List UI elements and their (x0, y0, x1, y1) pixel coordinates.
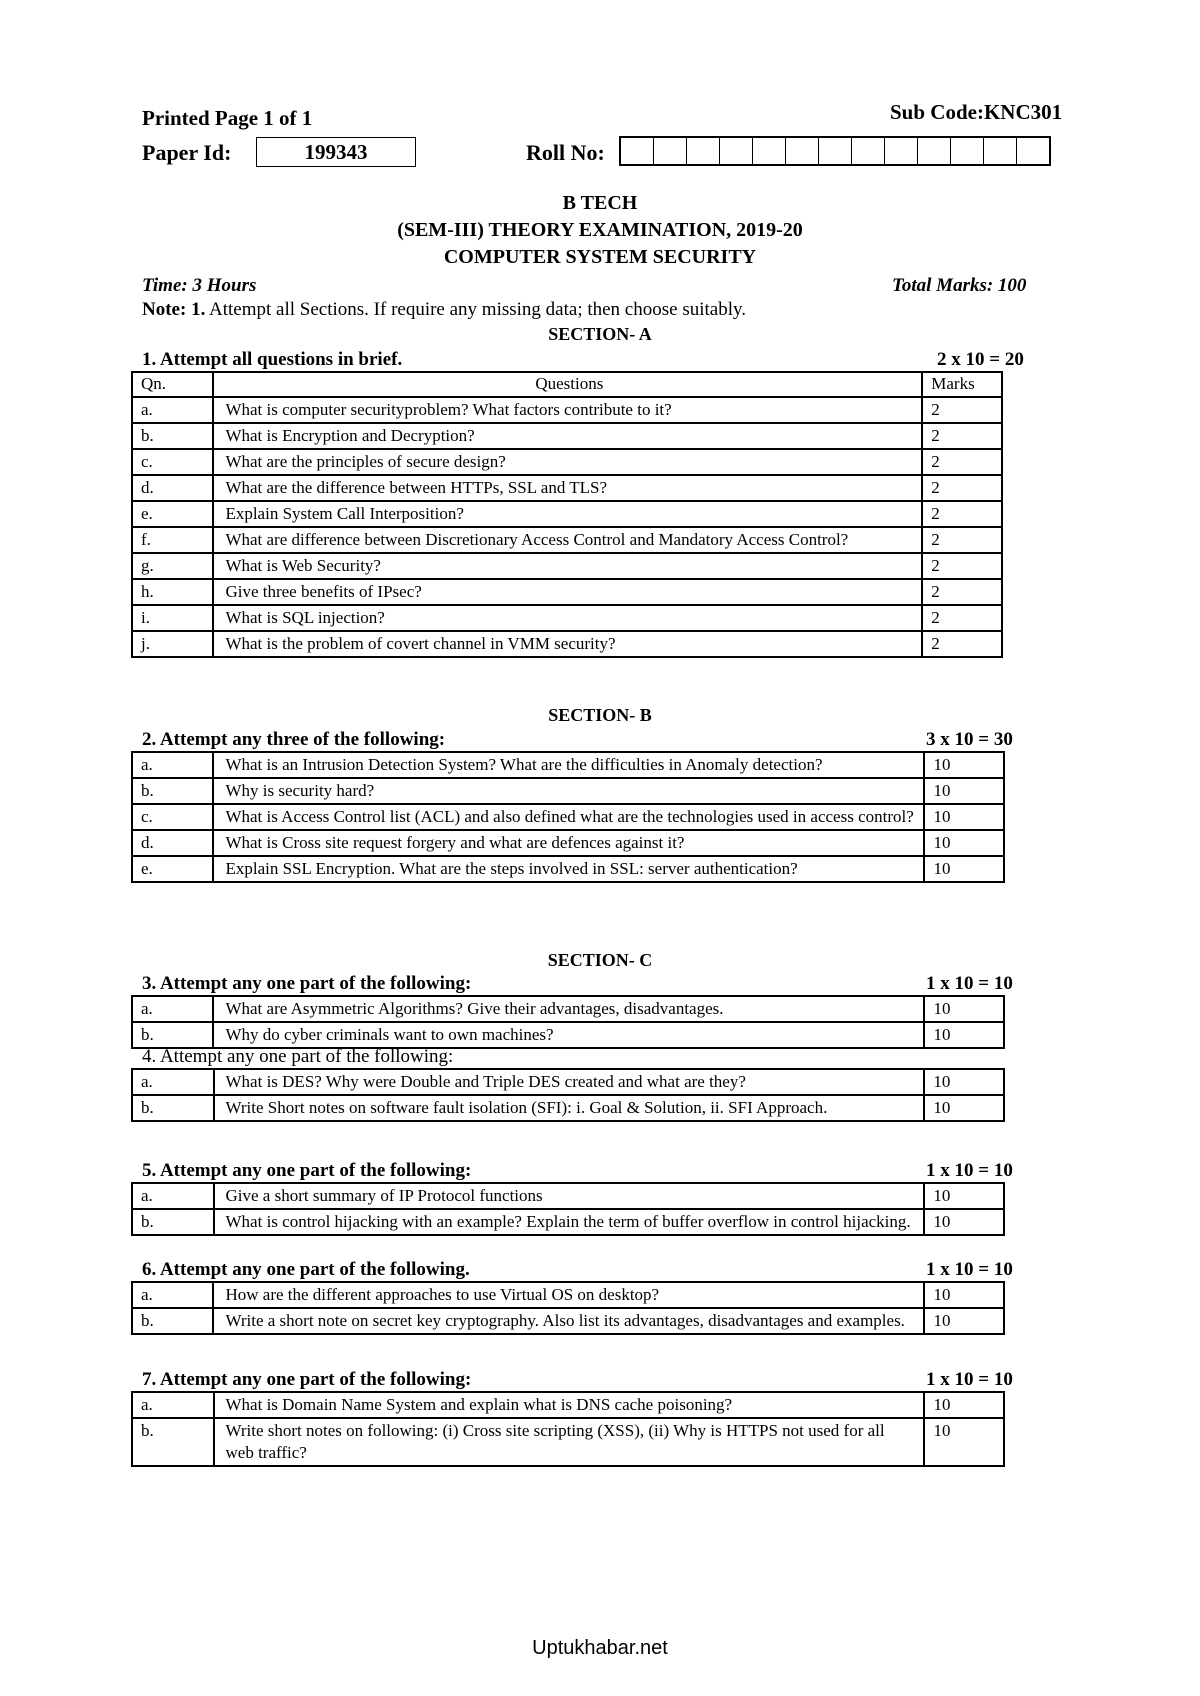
question-number: j. (132, 631, 213, 657)
section-b-instruction: 2. Attempt any three of the following: (142, 729, 446, 750)
question-marks: 10 (924, 1022, 1004, 1048)
q7-instruction: 7. Attempt any one part of the following: (142, 1369, 472, 1390)
question-row (132, 1209, 1004, 1235)
question-marks: 10 (924, 778, 1004, 804)
question-text: Write short notes on following: (i) Cross site scripting (XSS), (ii) Why is HTTPS not used for all web traffic? (214, 1418, 925, 1466)
q4-rows (132, 1069, 1004, 1121)
total-marks: Total Marks: 100 (892, 275, 1027, 296)
roll-digit-box[interactable] (687, 138, 720, 164)
question-number: g. (132, 553, 213, 579)
roll-digit-box[interactable] (753, 138, 786, 164)
question-number: b. (132, 1308, 213, 1334)
question-marks: 2 (922, 501, 1002, 527)
question-number: b. (132, 423, 213, 449)
question-number: a. (132, 1392, 214, 1418)
question-text: Why is security hard? (213, 778, 924, 804)
q5-rows (132, 1183, 1004, 1235)
question-number: b. (132, 1095, 214, 1121)
q3-table (131, 995, 1005, 1049)
section-a-table (131, 371, 1003, 658)
question-marks: 10 (924, 1183, 1004, 1209)
section-b-table (131, 751, 1005, 883)
question-marks: 10 (924, 830, 1004, 856)
question-marks: 10 (924, 1282, 1004, 1308)
question-row (132, 475, 1002, 501)
question-marks: 10 (924, 1069, 1004, 1095)
roll-digit-box[interactable] (654, 138, 687, 164)
question-text: Give a short summary of IP Protocol functions (214, 1183, 925, 1209)
section-c-title: SECTION- C (547, 950, 653, 970)
question-number: b. (132, 1418, 214, 1466)
question-row (132, 752, 1004, 778)
q4-instruction: 4. Attempt any one part of the following: (142, 1046, 454, 1067)
question-marks: 10 (924, 1308, 1004, 1334)
question-text: What is DES? Why were Double and Triple DES created and what are they? (214, 1069, 925, 1095)
paper-id-label: Paper Id: (142, 140, 232, 165)
question-text: What are the principles of secure design? (213, 449, 922, 475)
question-number: b. (132, 778, 213, 804)
question-text: What is Web Security? (213, 553, 922, 579)
header-questions: Questions (213, 372, 922, 397)
question-row (132, 605, 1002, 631)
question-text: What is Encryption and Decryption? (213, 423, 922, 449)
roll-digit-box[interactable] (1017, 138, 1049, 164)
roll-digit-box[interactable] (951, 138, 984, 164)
note-line (142, 299, 746, 321)
question-text: What are difference between Discretionary Access Control and Mandatory Access Control? (213, 527, 922, 553)
question-text: What are the difference between HTTPs, SSL and TLS? (213, 475, 922, 501)
question-text: How are the different approaches to use Virtual OS on desktop? (213, 1282, 924, 1308)
q7-table (131, 1391, 1005, 1467)
question-text: What is Domain Name System and explain what is DNS cache poisoning? (214, 1392, 925, 1418)
question-number: d. (132, 830, 213, 856)
question-text: What is the problem of covert channel in VMM security? (213, 631, 922, 657)
question-text: Write Short notes on software fault isolation (SFI): i. Goal & Solution, ii. SFI Approach. (214, 1095, 925, 1121)
question-row (132, 1022, 1004, 1048)
question-marks: 2 (922, 527, 1002, 553)
q6-marks: 1 x 10 = 10 (926, 1259, 1013, 1280)
question-row (132, 1418, 1004, 1466)
section-b-marks: 3 x 10 = 30 (926, 729, 1013, 750)
question-text: What is control hijacking with an example? Explain the term of buffer overflow in control hijacking. (214, 1209, 925, 1235)
exam-title: (SEM-III) THEORY EXAMINATION, 2019-20 (397, 219, 803, 241)
question-number: a. (132, 996, 213, 1022)
question-row (132, 1183, 1004, 1209)
question-row (132, 996, 1004, 1022)
question-row (132, 579, 1002, 605)
section-b-rows (132, 752, 1004, 882)
question-row (132, 423, 1002, 449)
question-number: h. (132, 579, 213, 605)
roll-digit-box[interactable] (852, 138, 885, 164)
question-text: What are Asymmetric Algorithms? Give their advantages, disadvantages. (213, 996, 924, 1022)
question-marks: 10 (924, 1418, 1004, 1466)
question-row (132, 778, 1004, 804)
section-b-title: SECTION- B (548, 705, 652, 725)
paper-id-box: 199343 (256, 137, 416, 167)
question-marks: 2 (922, 553, 1002, 579)
question-text: Why do cyber criminals want to own machines? (213, 1022, 924, 1048)
q6-rows (132, 1282, 1004, 1334)
question-marks: 10 (924, 996, 1004, 1022)
question-row (132, 1069, 1004, 1095)
question-marks: 2 (922, 631, 1002, 657)
section-a-marks: 2 x 10 = 20 (937, 349, 1024, 370)
question-marks: 10 (924, 1392, 1004, 1418)
subject-title: COMPUTER SYSTEM SECURITY (443, 246, 757, 268)
note-text: Attempt all Sections. If require any missing data; then choose suitably. (209, 299, 746, 320)
question-marks: 10 (924, 856, 1004, 882)
question-number: c. (132, 804, 213, 830)
question-row (132, 1392, 1004, 1418)
q7-marks: 1 x 10 = 10 (926, 1369, 1013, 1390)
question-row (132, 397, 1002, 423)
question-marks: 10 (924, 804, 1004, 830)
q6-table (131, 1281, 1005, 1335)
note-number: 1. (191, 299, 206, 320)
question-number: b. (132, 1022, 213, 1048)
q7-rows (132, 1392, 1004, 1466)
time-label: Time: 3 Hours (142, 275, 257, 296)
question-number: e. (132, 501, 213, 527)
printed-page: Printed Page 1 of 1 (142, 106, 313, 130)
question-number: b. (132, 1209, 214, 1235)
q5-marks: 1 x 10 = 10 (926, 1160, 1013, 1181)
question-text: Explain System Call Interposition? (213, 501, 922, 527)
question-text: Explain SSL Encryption. What are the steps involved in SSL: server authentication? (213, 856, 924, 882)
question-number: i. (132, 605, 213, 631)
question-marks: 10 (924, 1209, 1004, 1235)
roll-digit-box[interactable] (621, 138, 654, 164)
question-row (132, 553, 1002, 579)
question-number: f. (132, 527, 213, 553)
q3-instruction: 3. Attempt any one part of the following: (142, 973, 472, 994)
question-row (132, 1282, 1004, 1308)
question-marks: 10 (924, 1095, 1004, 1121)
section-a-instruction: 1. Attempt all questions in brief. (142, 349, 403, 370)
question-row (132, 830, 1004, 856)
question-text: Give three benefits of IPsec? (213, 579, 922, 605)
question-text: Write a short note on secret key cryptography. Also list its advantages, disadvantages and examples. (213, 1308, 924, 1334)
footer-site: Uptukhabar.net (532, 1637, 668, 1659)
question-number: d. (132, 475, 213, 501)
question-number: a. (132, 752, 213, 778)
question-text: What is Cross site request forgery and what are defences against it? (213, 830, 924, 856)
question-marks: 2 (922, 397, 1002, 423)
question-row (132, 1308, 1004, 1334)
q3-rows (132, 996, 1004, 1048)
question-marks: 2 (922, 449, 1002, 475)
question-number: a. (132, 1069, 214, 1095)
header-marks: Marks (922, 372, 1002, 397)
question-marks: 2 (922, 605, 1002, 631)
question-row (132, 501, 1002, 527)
q3-marks: 1 x 10 = 10 (926, 973, 1013, 994)
roll-digit-box[interactable] (984, 138, 1017, 164)
q5-table (131, 1182, 1005, 1236)
note-label: Note: (142, 299, 187, 320)
question-row (132, 527, 1002, 553)
question-row (132, 631, 1002, 657)
question-row (132, 449, 1002, 475)
table-header-row (132, 372, 1002, 397)
question-text: What is computer securityproblem? What factors contribute to it? (213, 397, 922, 423)
roll-digit-box[interactable] (918, 138, 951, 164)
question-text: What is an Intrusion Detection System? What are the difficulties in Anomaly detection? (213, 752, 924, 778)
question-number: c. (132, 449, 213, 475)
question-marks: 2 (922, 475, 1002, 501)
question-row (132, 1095, 1004, 1121)
question-number: a. (132, 1183, 214, 1209)
roll-digit-box[interactable] (786, 138, 819, 164)
question-number: e. (132, 856, 213, 882)
question-marks: 2 (922, 423, 1002, 449)
q6-instruction: 6. Attempt any one part of the following. (142, 1259, 470, 1280)
section-a-rows (132, 397, 1002, 657)
question-number: a. (132, 1282, 213, 1308)
roll-digit-box[interactable] (885, 138, 918, 164)
q5-instruction: 5. Attempt any one part of the following: (142, 1160, 472, 1181)
question-number: a. (132, 397, 213, 423)
question-text: What is SQL injection? (213, 605, 922, 631)
section-a-title: SECTION- A (548, 324, 652, 344)
sub-code: Sub Code:KNC301 (890, 100, 1063, 124)
roll-digit-box[interactable] (819, 138, 852, 164)
roll-no-boxes[interactable] (619, 136, 1051, 166)
degree-title: B TECH (562, 192, 638, 214)
question-text: What is Access Control list (ACL) and also defined what are the technologies used in access control? (213, 804, 924, 830)
question-row (132, 804, 1004, 830)
roll-no-label: Roll No: (526, 140, 605, 165)
question-marks: 10 (924, 752, 1004, 778)
header-qn: Qn. (132, 372, 213, 397)
question-row (132, 856, 1004, 882)
roll-digit-box[interactable] (720, 138, 753, 164)
question-marks: 2 (922, 579, 1002, 605)
q4-table (131, 1068, 1005, 1122)
